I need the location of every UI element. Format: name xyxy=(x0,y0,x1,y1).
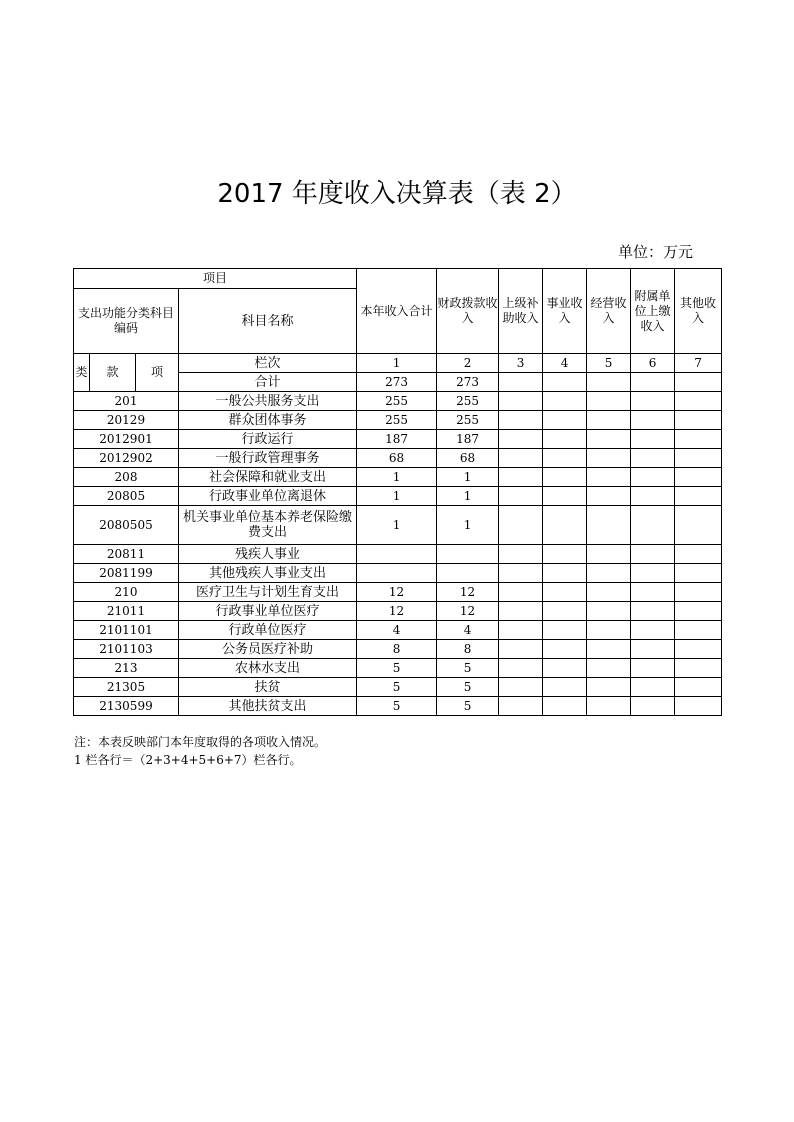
row-fiscal xyxy=(437,564,499,583)
row-subject-name: 行政运行 xyxy=(179,430,357,449)
row-subject-name: 行政事业单位医疗 xyxy=(179,602,357,621)
total-value xyxy=(499,373,543,392)
row-empty-cell xyxy=(587,678,631,697)
row-empty-cell xyxy=(631,506,675,545)
row-empty-cell xyxy=(675,697,722,716)
total-value: 273 xyxy=(437,373,499,392)
row-empty-cell xyxy=(499,583,543,602)
row-empty-cell xyxy=(675,564,722,583)
row-total: 68 xyxy=(357,449,437,468)
row-subject-name: 一般公共服务支出 xyxy=(179,392,357,411)
row-empty-cell xyxy=(543,583,587,602)
row-empty-cell xyxy=(631,411,675,430)
row-empty-cell xyxy=(543,449,587,468)
row-empty-cell xyxy=(543,697,587,716)
row-empty-cell xyxy=(587,602,631,621)
row-empty-cell xyxy=(675,621,722,640)
row-code: 2101103 xyxy=(74,640,179,659)
row-total: 255 xyxy=(357,392,437,411)
row-empty-cell xyxy=(587,487,631,506)
row-subject-name: 其他残疾人事业支出 xyxy=(179,564,357,583)
row-empty-cell xyxy=(587,697,631,716)
table-row xyxy=(74,468,722,487)
col-number: 1 xyxy=(357,354,437,373)
col-number: 6 xyxy=(631,354,675,373)
row-subject-name: 公务员医疗补助 xyxy=(179,640,357,659)
row-fiscal: 1 xyxy=(437,506,499,545)
row-empty-cell xyxy=(499,468,543,487)
row-empty-cell xyxy=(631,659,675,678)
row-total: 4 xyxy=(357,621,437,640)
row-empty-cell xyxy=(499,697,543,716)
row-empty-cell xyxy=(499,449,543,468)
row-empty-cell xyxy=(631,640,675,659)
header-kuan: 款 xyxy=(90,354,136,392)
row-empty-cell xyxy=(499,602,543,621)
header-col-1: 本年收入合计 xyxy=(357,269,437,354)
row-code: 213 xyxy=(74,659,179,678)
row-empty-cell xyxy=(631,602,675,621)
row-empty-cell xyxy=(631,468,675,487)
row-subject-name: 社会保障和就业支出 xyxy=(179,468,357,487)
row-empty-cell xyxy=(587,659,631,678)
table-row xyxy=(74,640,722,659)
row-empty-cell xyxy=(543,564,587,583)
row-empty-cell xyxy=(631,545,675,564)
row-empty-cell xyxy=(499,545,543,564)
row-total: 5 xyxy=(357,678,437,697)
row-fiscal: 255 xyxy=(437,411,499,430)
row-empty-cell xyxy=(587,621,631,640)
table-row xyxy=(74,659,722,678)
header-func-code: 支出功能分类科目编码 xyxy=(74,289,179,354)
total-label: 合计 xyxy=(179,373,357,392)
row-empty-cell xyxy=(587,392,631,411)
row-empty-cell xyxy=(587,430,631,449)
row-empty-cell xyxy=(499,621,543,640)
row-code: 201 xyxy=(74,392,179,411)
row-empty-cell xyxy=(631,430,675,449)
row-empty-cell xyxy=(499,430,543,449)
row-empty-cell xyxy=(631,678,675,697)
row-fiscal: 68 xyxy=(437,449,499,468)
row-empty-cell xyxy=(543,545,587,564)
row-fiscal: 1 xyxy=(437,487,499,506)
row-code: 208 xyxy=(74,468,179,487)
table-row xyxy=(74,487,722,506)
row-subject-name: 一般行政管理事务 xyxy=(179,449,357,468)
row-code: 21305 xyxy=(74,678,179,697)
row-total: 12 xyxy=(357,583,437,602)
table-row xyxy=(74,545,722,564)
table-row xyxy=(74,392,722,411)
row-empty-cell xyxy=(543,430,587,449)
header-col-3: 上级补助收入 xyxy=(499,269,543,354)
row-code: 2081199 xyxy=(74,564,179,583)
row-empty-cell xyxy=(587,564,631,583)
table-row xyxy=(74,697,722,716)
row-empty-cell xyxy=(675,468,722,487)
row-fiscal: 5 xyxy=(437,697,499,716)
table-row xyxy=(74,678,722,697)
row-code: 2080505 xyxy=(74,506,179,545)
row-empty-cell xyxy=(675,487,722,506)
header-col-5: 经营收入 xyxy=(587,269,631,354)
col-number: 5 xyxy=(587,354,631,373)
row-total: 5 xyxy=(357,659,437,678)
col-number: 4 xyxy=(543,354,587,373)
row-total: 1 xyxy=(357,468,437,487)
row-empty-cell xyxy=(543,392,587,411)
row-empty-cell xyxy=(631,487,675,506)
header-col-6: 附属单位上缴收入 xyxy=(631,269,675,354)
header-subject-name: 科目名称 xyxy=(179,289,357,354)
table-row xyxy=(74,583,722,602)
row-empty-cell xyxy=(499,640,543,659)
row-empty-cell xyxy=(675,583,722,602)
col-number: 7 xyxy=(675,354,722,373)
row-total: 255 xyxy=(357,411,437,430)
total-value xyxy=(543,373,587,392)
row-empty-cell xyxy=(543,602,587,621)
row-total: 5 xyxy=(357,697,437,716)
header-lei: 类 xyxy=(74,354,90,392)
row-total xyxy=(357,564,437,583)
row-empty-cell xyxy=(675,545,722,564)
row-empty-cell xyxy=(543,468,587,487)
row-code: 2012902 xyxy=(74,449,179,468)
table-row xyxy=(74,602,722,621)
row-subject-name: 行政事业单位离退休 xyxy=(179,487,357,506)
table-row xyxy=(74,621,722,640)
table-row xyxy=(74,411,722,430)
row-empty-cell xyxy=(587,449,631,468)
row-empty-cell xyxy=(587,411,631,430)
row-subject-name: 扶贫 xyxy=(179,678,357,697)
row-empty-cell xyxy=(587,545,631,564)
row-code: 210 xyxy=(74,583,179,602)
page-title: 2017 年度收入决算表（表 2） xyxy=(217,179,577,209)
col-number: 3 xyxy=(499,354,543,373)
table-row xyxy=(74,449,722,468)
row-total xyxy=(357,545,437,564)
row-empty-cell xyxy=(631,392,675,411)
row-subject-name: 农林水支出 xyxy=(179,659,357,678)
row-empty-cell xyxy=(675,506,722,545)
row-empty-cell xyxy=(543,659,587,678)
unit-label: 单位：万元 xyxy=(617,243,693,261)
row-empty-cell xyxy=(631,697,675,716)
col-number: 2 xyxy=(437,354,499,373)
header-project: 项目 xyxy=(74,269,357,289)
row-code: 2130599 xyxy=(74,697,179,716)
row-empty-cell xyxy=(543,640,587,659)
row-fiscal: 187 xyxy=(437,430,499,449)
row-fiscal: 8 xyxy=(437,640,499,659)
row-code: 20805 xyxy=(74,487,179,506)
row-empty-cell xyxy=(587,583,631,602)
total-value xyxy=(587,373,631,392)
row-empty-cell xyxy=(587,640,631,659)
row-code: 20811 xyxy=(74,545,179,564)
income-table xyxy=(73,268,722,716)
row-subject-name: 机关事业单位基本养老保险缴费支出 xyxy=(179,506,357,545)
row-empty-cell xyxy=(499,506,543,545)
row-empty-cell xyxy=(675,430,722,449)
row-subject-name: 其他扶贫支出 xyxy=(179,697,357,716)
row-fiscal xyxy=(437,545,499,564)
row-empty-cell xyxy=(587,506,631,545)
row-subject-name: 残疾人事业 xyxy=(179,545,357,564)
row-empty-cell xyxy=(499,411,543,430)
row-fiscal: 12 xyxy=(437,583,499,602)
total-value xyxy=(631,373,675,392)
row-fiscal: 5 xyxy=(437,678,499,697)
row-empty-cell xyxy=(543,621,587,640)
row-subject-name: 医疗卫生与计划生育支出 xyxy=(179,583,357,602)
header-col-7: 其他收入 xyxy=(675,269,722,354)
total-value: 273 xyxy=(357,373,437,392)
row-code: 20129 xyxy=(74,411,179,430)
row-code: 21011 xyxy=(74,602,179,621)
row-code: 2012901 xyxy=(74,430,179,449)
header-lanci: 栏次 xyxy=(179,354,357,373)
row-total: 187 xyxy=(357,430,437,449)
header-col-2: 财政拨款收入 xyxy=(437,269,499,354)
row-empty-cell xyxy=(543,506,587,545)
row-empty-cell xyxy=(499,659,543,678)
table-row xyxy=(74,506,722,545)
row-total: 1 xyxy=(357,506,437,545)
row-empty-cell xyxy=(675,392,722,411)
row-empty-cell xyxy=(587,468,631,487)
row-empty-cell xyxy=(675,602,722,621)
note-line-1: 注：本表反映部门本年度取得的各项收入情况。 xyxy=(74,735,327,749)
row-empty-cell xyxy=(631,583,675,602)
row-empty-cell xyxy=(675,449,722,468)
header-col-4: 事业收入 xyxy=(543,269,587,354)
table-row xyxy=(74,430,722,449)
note-line-2: 1 栏各行＝（2+3+4+5+6+7）栏各行。 xyxy=(74,753,302,767)
row-fiscal: 1 xyxy=(437,468,499,487)
table-row xyxy=(74,564,722,583)
row-empty-cell xyxy=(631,449,675,468)
row-fiscal: 255 xyxy=(437,392,499,411)
row-empty-cell xyxy=(499,487,543,506)
row-total: 8 xyxy=(357,640,437,659)
row-subject-name: 群众团体事务 xyxy=(179,411,357,430)
header-xiang: 项 xyxy=(136,354,179,392)
row-empty-cell xyxy=(675,659,722,678)
total-value xyxy=(675,373,722,392)
row-fiscal: 4 xyxy=(437,621,499,640)
row-fiscal: 12 xyxy=(437,602,499,621)
row-empty-cell xyxy=(631,564,675,583)
row-empty-cell xyxy=(675,678,722,697)
row-total: 1 xyxy=(357,487,437,506)
row-empty-cell xyxy=(499,392,543,411)
row-code: 2101101 xyxy=(74,621,179,640)
row-empty-cell xyxy=(499,678,543,697)
row-empty-cell xyxy=(631,621,675,640)
row-subject-name: 行政单位医疗 xyxy=(179,621,357,640)
row-empty-cell xyxy=(543,678,587,697)
row-empty-cell xyxy=(675,411,722,430)
row-empty-cell xyxy=(543,411,587,430)
row-fiscal: 5 xyxy=(437,659,499,678)
row-empty-cell xyxy=(499,564,543,583)
row-total: 12 xyxy=(357,602,437,621)
row-empty-cell xyxy=(675,640,722,659)
row-empty-cell xyxy=(543,487,587,506)
